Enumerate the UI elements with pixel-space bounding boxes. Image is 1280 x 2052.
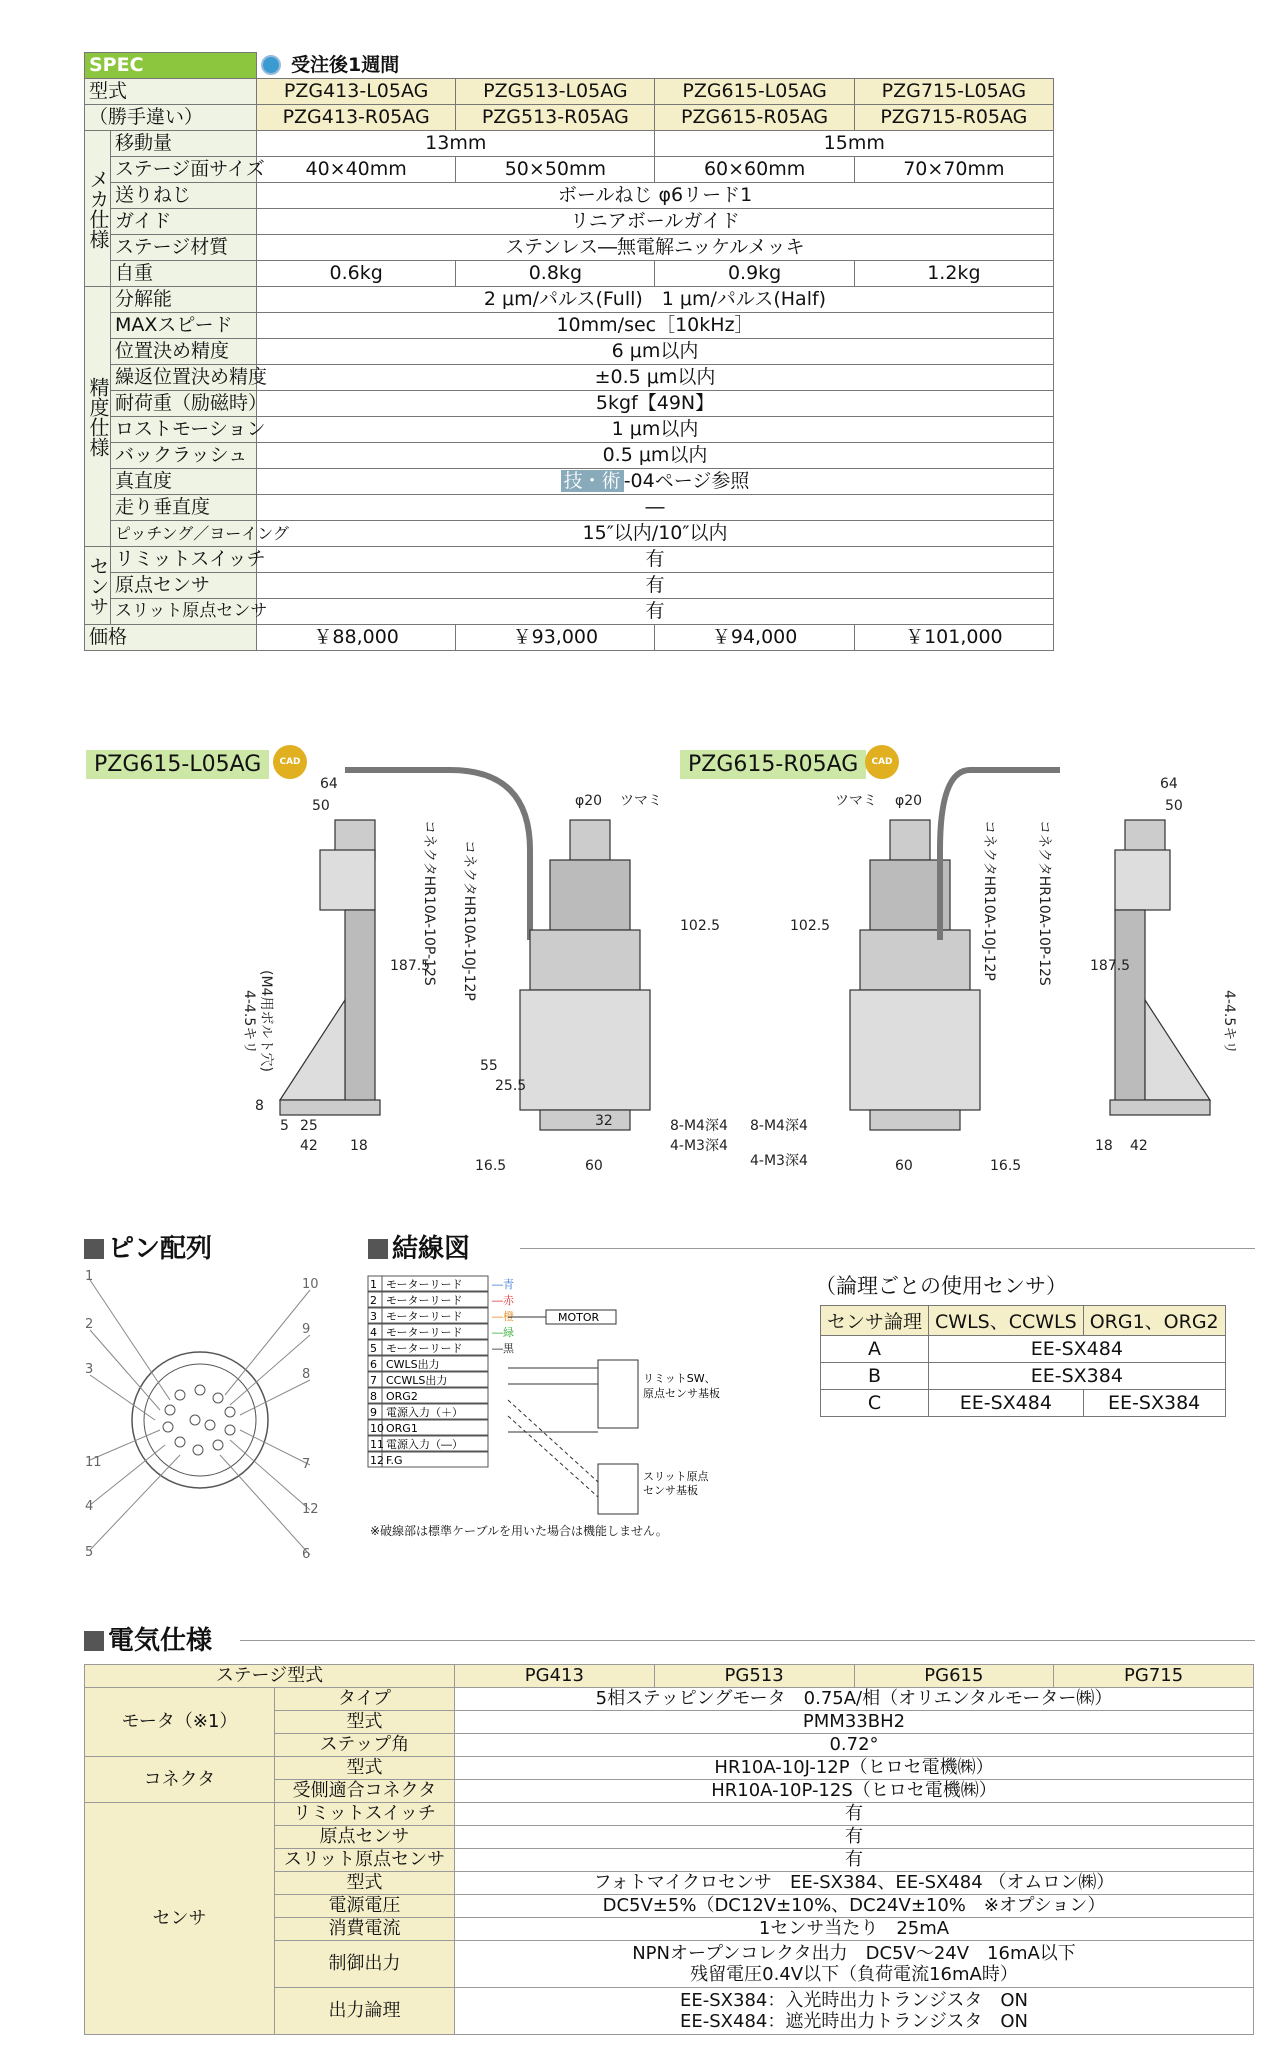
- dim-knob-left: ツマミ: [620, 793, 662, 809]
- stage-615: 60×60mm: [655, 157, 854, 183]
- row-label-guide: ガイド: [111, 209, 257, 235]
- dim-64-right: 64: [1160, 776, 1178, 792]
- row-label-load: 耐荷重（励磁時）: [111, 391, 257, 417]
- square-icon: [84, 1239, 104, 1259]
- logic-a-value: EE-SX484: [929, 1336, 1226, 1363]
- dim-16-5-left: 16.5: [475, 1158, 507, 1174]
- row-label-positioning: 位置決め精度: [111, 339, 257, 365]
- slit-value: 有: [257, 599, 1054, 625]
- logic-head-2: ORG1、ORG2: [1083, 1306, 1225, 1336]
- elec-step: 0.72°: [455, 1734, 1254, 1757]
- group-prec: 精度仕様: [85, 287, 111, 547]
- weight-513: 0.8kg: [456, 261, 655, 287]
- wiring-pin-label: 電源入力（―）: [386, 1438, 463, 1451]
- row-label-resolution: 分解能: [111, 287, 257, 313]
- dim-102-left: 102.5: [680, 918, 721, 934]
- pin-8: 8: [302, 1367, 311, 1382]
- wiring-pin-number: 5: [370, 1342, 377, 1355]
- section-divider: [520, 1248, 1255, 1249]
- lostmotion-value: 1 μm以内: [257, 417, 1054, 443]
- pin-1: 1: [85, 1269, 94, 1284]
- wiring-wire-color: ―橙: [492, 1310, 514, 1323]
- connector-b-right: コネクタHR10A-10J-12P: [981, 820, 997, 981]
- elec-head-pg615: PG615: [854, 1665, 1054, 1688]
- elec-group-conn: コネクタ: [85, 1757, 275, 1803]
- motor-label: MOTOR: [558, 1311, 600, 1324]
- dim-60-left: 60: [585, 1158, 603, 1174]
- perp-value: ―: [257, 495, 1054, 521]
- row-label-pitch: ピッチング／ヨーイング: [111, 521, 257, 547]
- price-615: ￥94,000: [655, 625, 854, 651]
- row-label-limit: リミットスイッチ: [111, 547, 257, 573]
- elec-label-step: ステップ角: [275, 1734, 455, 1757]
- travel-b: 15mm: [655, 131, 1054, 157]
- stage-513: 50×50mm: [456, 157, 655, 183]
- pin-5: 5: [85, 1545, 94, 1560]
- elec-s-model: フォトマイクロセンサ EE-SX384、EE-SX484 （オムロン㈱）: [455, 1872, 1254, 1895]
- logic-head-1: CWLS、CCWLS: [929, 1306, 1084, 1336]
- logic-table-title: （論理ごとの使用センサ）: [815, 1274, 1067, 1298]
- dim-phi20-left: φ20: [575, 793, 603, 809]
- row-label-perp: 走り垂直度: [111, 495, 257, 521]
- lead-time: 受注後1週間: [257, 53, 1054, 79]
- straight-value[interactable]: 技・術 -04ページ参照: [257, 469, 1054, 495]
- dim-55-left: 55: [480, 1058, 498, 1074]
- wiring-pin-label: CCWLS出力: [386, 1374, 448, 1387]
- clock-icon: [261, 55, 281, 75]
- square-icon: [84, 1631, 104, 1651]
- tech-tag: 技・術: [561, 470, 624, 492]
- dimension-labels: [241, 776, 1237, 1174]
- elec-head-stage: ステージ型式: [85, 1665, 455, 1688]
- section-divider-2: [240, 1640, 1255, 1641]
- dim-64-left: 64: [320, 776, 338, 792]
- elec-logic: EE-SX384：入光時出力トランジスタ ON EE-SX484：遮光時出力トランジスタ ON: [455, 1988, 1254, 2035]
- connector-a-right: コネクタHR10A-10P-12S: [1036, 820, 1052, 986]
- wiring-pin-number: 3: [370, 1310, 377, 1323]
- elec-label-logic: 出力論理: [275, 1988, 455, 2035]
- wiring-pin-number: 10: [370, 1422, 384, 1435]
- elec-label-origin: 原点センサ: [275, 1826, 455, 1849]
- load-value: 5kgf【49N】: [257, 391, 1054, 417]
- wiring-pin-number: 4: [370, 1326, 377, 1339]
- dim-32-left: 32: [595, 1113, 613, 1129]
- elec-current: 1センサ当たり 25mA: [455, 1918, 1254, 1941]
- drawing-left-title: PZG615-L05AG: [86, 750, 269, 779]
- dim-102-right: 102.5: [790, 918, 831, 934]
- board1-b: 原点センサ基板: [643, 1387, 720, 1400]
- square-icon: [368, 1239, 388, 1259]
- dim-m3-right: 4-M3深4: [750, 1153, 808, 1169]
- dim-m4-left: 8-M4深4: [670, 1118, 728, 1134]
- row-label-repeat: 繰返位置決め精度: [111, 365, 257, 391]
- row-label-weight: 自重: [111, 261, 257, 287]
- dim-25-5-left: 25.5: [495, 1078, 527, 1094]
- dim-25-left: 25: [300, 1118, 318, 1134]
- elec-conn-model: HR10A-10J-12P（ヒロセ電機㈱）: [455, 1757, 1254, 1780]
- pin-2: 2: [85, 1317, 94, 1332]
- dim-bolt-left: (M4用ボルト穴): [258, 970, 274, 1072]
- dim-18-right: 18: [1095, 1138, 1113, 1154]
- row-label-lostmotion: ロストモーション: [111, 417, 257, 443]
- group-sensor: センサ: [85, 547, 111, 625]
- elec-head-pg715: PG715: [1054, 1665, 1254, 1688]
- row-label-slit: スリット原点センサ: [111, 599, 257, 625]
- wiring-wire-color: ―黒: [492, 1342, 514, 1355]
- wiring-pin-label: ORG2: [386, 1390, 418, 1403]
- wiring-pin-label: モーターリード: [386, 1294, 463, 1307]
- logic-c-value-2: EE-SX384: [1083, 1390, 1225, 1417]
- wiring-pin-number: 7: [370, 1374, 377, 1387]
- resolution-value: 2 μm/パルス(Full) 1 μm/パルス(Half): [257, 287, 1054, 313]
- dim-m3-left: 4-M3深4: [670, 1138, 728, 1154]
- elec-group-sensor: センサ: [85, 1803, 275, 2035]
- logic-c-value-1: EE-SX484: [929, 1390, 1084, 1417]
- speed-value: 10mm/sec［10kHz］: [257, 313, 1054, 339]
- logic-c-key: C: [821, 1390, 929, 1417]
- row-label-alt: （勝手違い）: [85, 105, 257, 131]
- wiring-pin-number: 12: [370, 1454, 384, 1467]
- price-715: ￥101,000: [854, 625, 1053, 651]
- limit-value: 有: [257, 547, 1054, 573]
- elec-label-conn-model: 型式: [275, 1757, 455, 1780]
- dim-m4-right: 8-M4深4: [750, 1118, 808, 1134]
- pin-6: 6: [302, 1547, 311, 1562]
- dim-187-right: 187.5: [1090, 958, 1131, 974]
- connector-b-left: コネクタHR10A-10J-12P: [461, 840, 477, 1001]
- wiring-pin-label: モーターリード: [386, 1310, 463, 1323]
- dim-hole-left: 4-4.5キリ: [241, 990, 257, 1055]
- wiring-pin-number: 11: [370, 1438, 384, 1451]
- pin-12: 12: [302, 1502, 319, 1517]
- elec-table: [84, 1664, 1254, 2035]
- row-label-speed: MAXスピード: [111, 313, 257, 339]
- elec-label-model: 型式: [275, 1711, 455, 1734]
- dim-187-left: 187.5: [390, 958, 431, 974]
- left-front-view: [520, 820, 650, 1130]
- model-l-615: PZG615-L05AG: [655, 79, 854, 105]
- backlash-value: 0.5 μm以内: [257, 443, 1054, 469]
- elec-label-current: 消費電流: [275, 1918, 455, 1941]
- origin-value: 有: [257, 573, 1054, 599]
- wiring-pin-label: ORG1: [386, 1422, 418, 1435]
- wiring-pin-label: 電源入力（＋）: [386, 1406, 463, 1419]
- model-r-615: PZG615-R05AG: [655, 105, 854, 131]
- wiring-pin-label: モーターリード: [386, 1342, 463, 1355]
- elec-type: 5相ステッピングモータ 0.75A/相（オリエンタルモーター㈱）: [455, 1688, 1254, 1711]
- elec-label-type: タイプ: [275, 1688, 455, 1711]
- wiring-rows: [368, 1276, 515, 1467]
- elec-label-volt: 電源電圧: [275, 1895, 455, 1918]
- wiring-wire-color: ―赤: [492, 1294, 514, 1307]
- elec-limit: 有: [455, 1803, 1254, 1826]
- price-413: ￥88,000: [257, 625, 456, 651]
- row-label-material: ステージ材質: [111, 235, 257, 261]
- pin-3: 3: [85, 1362, 94, 1377]
- logic-table: [820, 1305, 1226, 1417]
- weight-715: 1.2kg: [854, 261, 1053, 287]
- stage-715: 70×70mm: [854, 157, 1053, 183]
- dim-50-left: 50: [312, 798, 330, 814]
- wiring-pin-number: 8: [370, 1390, 377, 1403]
- wiring-pin-label: F.G: [386, 1454, 403, 1467]
- wiring-pin-number: 6: [370, 1358, 377, 1371]
- model-l-413: PZG413-L05AG: [257, 79, 456, 105]
- board2-b: センサ基板: [643, 1484, 698, 1497]
- elec-head-pg413: PG413: [455, 1665, 655, 1688]
- row-label-origin: 原点センサ: [111, 573, 257, 599]
- pin-7: 7: [302, 1457, 311, 1472]
- board1-a: リミットSW、: [643, 1372, 716, 1385]
- row-label-model: 型式: [85, 79, 257, 105]
- dim-hole-right: 4-4.5キリ: [1221, 990, 1237, 1055]
- logic-a-key: A: [821, 1336, 929, 1363]
- elec-label-ctrl: 制御出力: [275, 1941, 455, 1988]
- cad-data-badge-right[interactable]: CAD DATA: [865, 745, 899, 779]
- right-front-view: [850, 770, 1060, 1130]
- wiring-pin-label: モーターリード: [386, 1278, 463, 1291]
- weight-615: 0.9kg: [655, 261, 854, 287]
- dim-42-left: 42: [300, 1138, 318, 1154]
- dim-8-left: 8: [255, 1098, 264, 1114]
- model-r-513: PZG513-R05AG: [456, 105, 655, 131]
- group-mech: メカ仕様: [85, 131, 111, 287]
- elec-label-s-model: 型式: [275, 1872, 455, 1895]
- wiring-pin-label: モーターリード: [386, 1326, 463, 1339]
- dim-phi20-right: φ20: [895, 793, 923, 809]
- pin-diagram: [80, 1270, 340, 1570]
- elec-volt: DC5V±5%（DC12V±10%、DC24V±10% ※オプション）: [455, 1895, 1254, 1918]
- wiring-pin-number: 1: [370, 1278, 377, 1291]
- price-513: ￥93,000: [456, 625, 655, 651]
- wiring-diagram: [368, 1272, 748, 1512]
- stage-413: 40×40mm: [257, 157, 456, 183]
- row-label-price: 価格: [85, 625, 257, 651]
- model-l-715: PZG715-L05AG: [854, 79, 1053, 105]
- wiring-pin-label: CWLS出力: [386, 1358, 440, 1371]
- dim-16-5-right: 16.5: [990, 1158, 1022, 1174]
- model-l-513: PZG513-L05AG: [456, 79, 655, 105]
- row-label-travel: 移動量: [111, 131, 257, 157]
- row-label-screw: 送りねじ: [111, 183, 257, 209]
- wiring-wire-color: ―青: [492, 1278, 514, 1291]
- wiring-pin-number: 9: [370, 1406, 377, 1419]
- weight-413: 0.6kg: [257, 261, 456, 287]
- pin-9: 9: [302, 1322, 311, 1337]
- dim-knob-right: ツマミ: [835, 793, 877, 809]
- model-r-413: PZG413-R05AG: [257, 105, 456, 131]
- pin-10: 10: [302, 1277, 319, 1292]
- wiring-wire-color: ―緑: [492, 1326, 514, 1339]
- elec-section-title: 電気仕様: [84, 1620, 212, 1657]
- wiring-section-title: 結線図: [368, 1228, 470, 1265]
- dim-18-left: 18: [350, 1138, 368, 1154]
- elec-origin: 有: [455, 1826, 1254, 1849]
- elec-model: PMM33BH2: [455, 1711, 1254, 1734]
- positioning-value: 6 μm以内: [257, 339, 1054, 365]
- wiring-pin-number: 2: [370, 1294, 377, 1307]
- wiring-note: ※破線部は標準ケーブルを用いた場合は機能しません。: [370, 1524, 668, 1538]
- dim-60-right: 60: [895, 1158, 913, 1174]
- drawing-right-title: PZG615-R05AG: [680, 750, 866, 779]
- row-label-stage: ステージ面サイズ: [111, 157, 257, 183]
- material-value: ステンレス―無電解ニッケルメッキ: [257, 235, 1054, 261]
- screw-value: ボールねじ φ6リード1: [257, 183, 1054, 209]
- elec-head-pg513: PG513: [654, 1665, 854, 1688]
- technical-drawings: [0, 740, 1280, 1180]
- pitch-value: 15″以内/10″以内: [257, 521, 1054, 547]
- logic-head-0: センサ論理: [821, 1306, 929, 1336]
- elec-conn-mate: HR10A-10P-12S（ヒロセ電機㈱）: [455, 1780, 1254, 1803]
- pin-4: 4: [85, 1499, 94, 1514]
- spec-header: SPEC: [85, 53, 257, 79]
- dim-42-right: 42: [1130, 1138, 1148, 1154]
- elec-slit: 有: [455, 1849, 1254, 1872]
- spec-table: [84, 52, 1054, 651]
- pin-11: 11: [85, 1455, 102, 1470]
- elec-label-slit: スリット原点センサ: [275, 1849, 455, 1872]
- travel-a: 13mm: [257, 131, 655, 157]
- elec-label-conn-mate: 受側適合コネクタ: [275, 1780, 455, 1803]
- elec-label-limit: リミットスイッチ: [275, 1803, 455, 1826]
- cad-data-badge-left[interactable]: CAD DATA: [273, 745, 307, 779]
- pin-section-title: ピン配列: [84, 1228, 212, 1265]
- row-label-backlash: バックラッシュ: [111, 443, 257, 469]
- guide-value: リニアボールガイド: [257, 209, 1054, 235]
- logic-b-key: B: [821, 1363, 929, 1390]
- board2-a: スリット原点: [643, 1470, 709, 1483]
- dim-50-right: 50: [1165, 798, 1183, 814]
- connector-a-left: コネクタHR10A-10P-12S: [421, 820, 437, 986]
- model-r-715: PZG715-R05AG: [854, 105, 1053, 131]
- repeat-value: ±0.5 μm以内: [257, 365, 1054, 391]
- elec-ctrl: NPNオープンコレクタ出力 DC5V～24V 16mA以下 残留電圧0.4V以下（負荷電流16mA時）: [455, 1941, 1254, 1988]
- logic-b-value: EE-SX384: [929, 1363, 1226, 1390]
- elec-group-motor: モータ（※1）: [85, 1688, 275, 1757]
- row-label-straight: 真直度: [111, 469, 257, 495]
- dim-5-left: 5: [280, 1118, 289, 1134]
